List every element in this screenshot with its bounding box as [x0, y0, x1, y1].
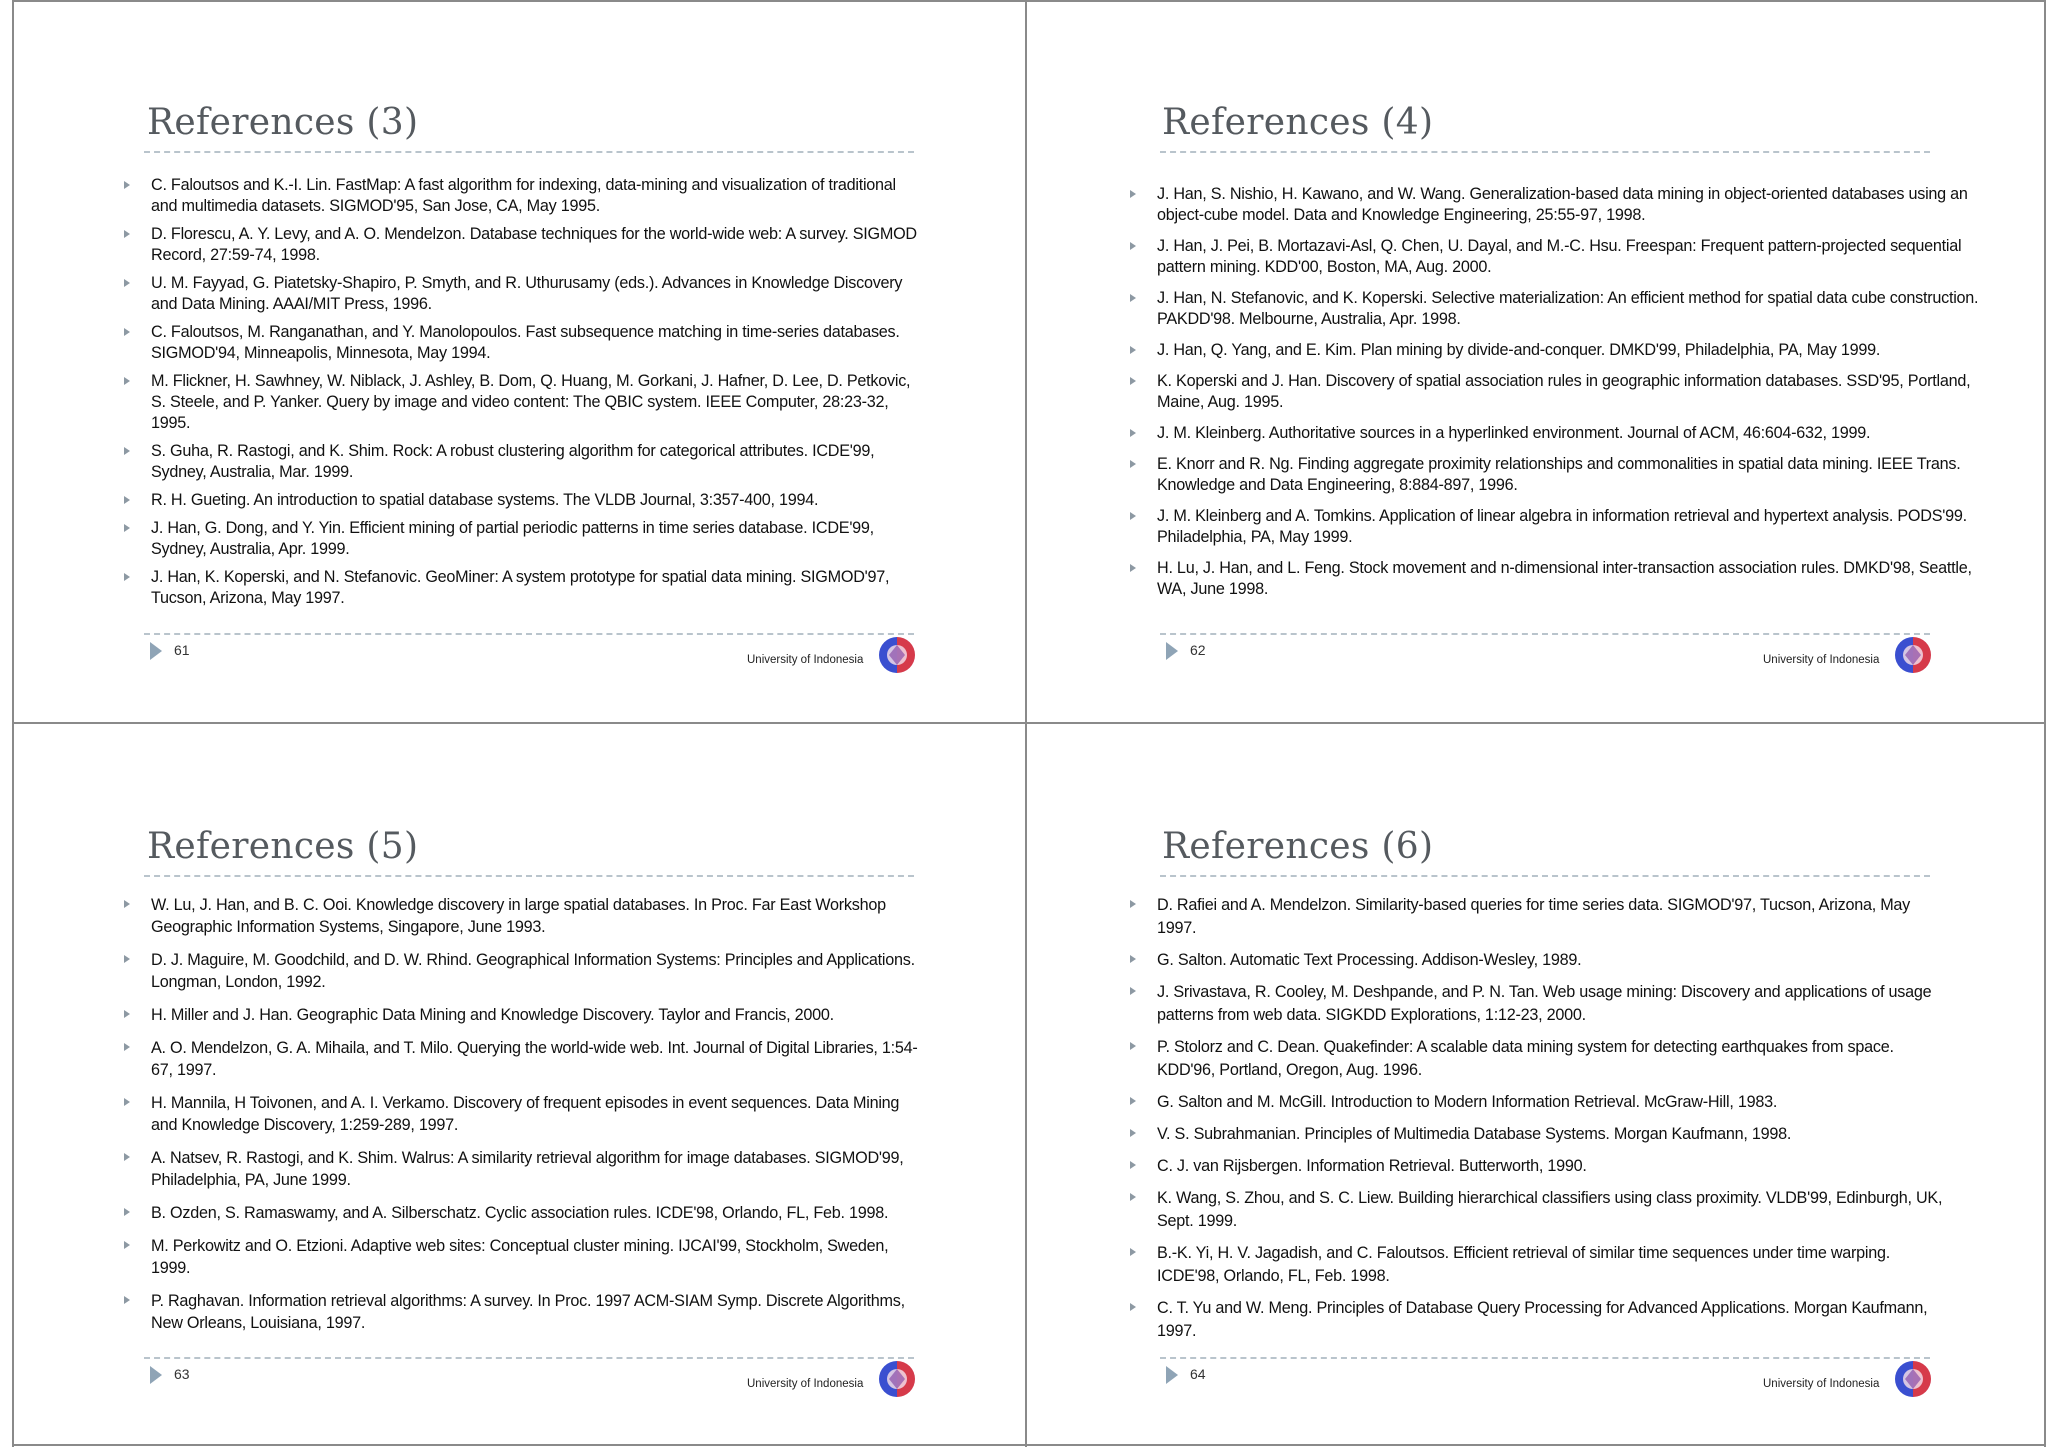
reference-item	[1130, 236, 1980, 278]
reference-item	[1130, 1297, 1950, 1343]
reference-text: G. Salton and M. McGill. Introduction to Modern Information Retrieval. McGraw-Hill, 1983.	[1157, 1093, 1778, 1111]
page-arrow-icon	[150, 1366, 162, 1384]
bullet-arrow-icon	[1130, 190, 1136, 198]
bullet-arrow-icon	[124, 955, 130, 963]
page-number: 61	[174, 642, 190, 658]
reference-item	[124, 1235, 924, 1279]
reference-item	[1130, 558, 1980, 600]
bullet-arrow-icon	[1130, 900, 1136, 908]
reference-text: J. M. Kleinberg. Authoritative sources in a hyperlinked environment. Journal of ACM, 46:604-632, 1999.	[1157, 424, 1871, 442]
reference-text: D. Rafiei and A. Mendelzon. Similarity-based queries for time series data. SIGMOD'97, Tucson, Arizona, May 1997.	[1157, 896, 1911, 937]
title-divider	[144, 875, 914, 877]
bullet-arrow-icon	[124, 524, 130, 532]
reference-text: A. Natsev, R. Rastogi, and K. Shim. Walrus: A similarity retrieval algorithm for image databases. SIGMOD'99, Philadelphia, PA, June 1999.	[151, 1149, 904, 1189]
reference-text: J. Han, G. Dong, and Y. Yin. Efficient mining of partial periodic patterns in time series database. ICDE'99, Sydney, Australia, Apr. 1999.	[151, 519, 874, 558]
bullet-arrow-icon	[1130, 346, 1136, 354]
reference-text: D. J. Maguire, M. Goodchild, and D. W. Rhind. Geographical Information Systems: Principles and Applications. Longman, London, 1992.	[151, 951, 915, 991]
reference-item	[1130, 1155, 1950, 1178]
bullet-arrow-icon	[124, 496, 130, 504]
bullet-arrow-icon	[124, 230, 130, 238]
bullet-arrow-icon	[1130, 564, 1136, 572]
reference-item	[1130, 981, 1950, 1027]
university-logo-icon	[877, 1359, 917, 1399]
reference-item	[124, 949, 924, 993]
frame-bottom	[12, 1444, 2046, 1446]
reference-text: M. Flickner, H. Sawhney, W. Niblack, J. Ashley, B. Dom, Q. Huang, M. Gorkani, J. Hafner, D. Lee, D. Petkovic, S. Steele, and P. Yanker. Query by image and video content: The QBIC system. IEEE Computer, 28:23-32, 1995.	[151, 372, 911, 432]
reference-text: J. Han, K. Koperski, and N. Stefanovic. GeoMiner: A system prototype for spatial data mining. SIGMOD'97, Tucson, Arizona, May 1997.	[151, 568, 890, 607]
reference-text: H. Mannila, H Toivonen, and A. I. Verkamo. Discovery of frequent episodes in event sequences. Data Mining and Knowledge Discovery, 1:259-289, 1997.	[151, 1094, 900, 1134]
slide-62	[1030, 2, 2040, 718]
reference-item	[124, 567, 924, 609]
slide-title: References (4)	[1162, 102, 1434, 143]
reference-item	[1130, 894, 1950, 940]
reference-item	[124, 441, 924, 483]
reference-text: R. H. Gueting. An introduction to spatial database systems. The VLDB Journal, 3:357-400, 1994.	[151, 491, 819, 509]
title-divider	[1160, 151, 1930, 153]
university-logo-icon	[1893, 1359, 1933, 1399]
reference-item	[1130, 1123, 1950, 1146]
page-arrow-icon	[150, 642, 162, 660]
reference-item	[124, 224, 924, 266]
bullet-arrow-icon	[124, 447, 130, 455]
reference-item	[124, 894, 924, 938]
bullet-arrow-icon	[124, 279, 130, 287]
bullet-arrow-icon	[124, 1043, 130, 1051]
footer-divider	[1160, 1357, 1930, 1359]
reference-text: P. Stolorz and C. Dean. Quakefinder: A scalable data mining system for detecting earthquakes from space. KDD'96, Portland, Oregon, Aug. 1996.	[1157, 1038, 1894, 1079]
reference-item	[124, 1092, 924, 1136]
institution-name: University of Indonesia	[747, 1378, 864, 1390]
reference-text: J. Han, Q. Yang, and E. Kim. Plan mining by divide-and-conquer. DMKD'99, Philadelphia, PA, May 1999.	[1157, 341, 1881, 359]
reference-text: J. M. Kleinberg and A. Tomkins. Application of linear algebra in information retrieval and hypertext analysis. PODS'99. Philadelphia, PA, May 1999.	[1157, 507, 1967, 546]
reference-text: C. T. Yu and W. Meng. Principles of Database Query Processing for Advanced Applications. Morgan Kaufmann, 1997.	[1157, 1299, 1928, 1340]
bullet-arrow-icon	[1130, 294, 1136, 302]
reference-item	[124, 1202, 924, 1224]
bullet-arrow-icon	[1130, 987, 1136, 995]
page-number: 64	[1190, 1366, 1206, 1382]
reference-item	[124, 1147, 924, 1191]
reference-text: J. Han, J. Pei, B. Mortazavi-Asl, Q. Chen, U. Dayal, and M.-C. Hsu. Freespan: Frequent pattern-projected sequential pattern mining. KDD'00, Boston, MA, Aug. 2000.	[1157, 237, 1962, 276]
reference-text: M. Perkowitz and O. Etzioni. Adaptive web sites: Conceptual cluster mining. IJCAI'99, Stockholm, Sweden, 1999.	[151, 1237, 889, 1277]
reference-item	[1130, 1187, 1950, 1233]
reference-list	[1130, 894, 1950, 1343]
reference-text: D. Florescu, A. Y. Levy, and A. O. Mendelzon. Database techniques for the world-wide web: A survey. SIGMOD Record, 27:59-74, 1998.	[151, 225, 917, 264]
reference-item	[1130, 949, 1950, 972]
bullet-arrow-icon	[124, 377, 130, 385]
bullet-arrow-icon	[1130, 460, 1136, 468]
page-arrow-icon	[1166, 642, 1178, 660]
slide-title: References (6)	[1162, 826, 1434, 867]
reference-list	[124, 894, 924, 1334]
reference-text: H. Lu, J. Han, and L. Feng. Stock movement and n-dimensional inter-transaction association rules. DMKD'98, Seattle, WA, June 1998.	[1157, 559, 1972, 598]
reference-text: C. Faloutsos and K.-I. Lin. FastMap: A fast algorithm for indexing, data-mining and visualization of traditional and multimedia datasets. SIGMOD'95, San Jose, CA, May 1995.	[151, 176, 896, 215]
reference-item	[124, 175, 924, 217]
bullet-arrow-icon	[1130, 1193, 1136, 1201]
institution-name: University of Indonesia	[1763, 1378, 1880, 1390]
page-number: 62	[1190, 642, 1206, 658]
reference-item	[1130, 1036, 1950, 1082]
university-logo-icon	[1893, 635, 1933, 675]
reference-text: J. Han, S. Nishio, H. Kawano, and W. Wang. Generalization-based data mining in object-oriented databases using an object-cube model. Data and Knowledge Engineering, 25:55-97, 1998.	[1157, 185, 1968, 224]
bullet-arrow-icon	[124, 328, 130, 336]
reference-item	[124, 322, 924, 364]
bullet-arrow-icon	[124, 573, 130, 581]
reference-item	[1130, 423, 1980, 444]
reference-text: H. Miller and J. Han. Geographic Data Mining and Knowledge Discovery. Taylor and Francis, 2000.	[151, 1006, 834, 1024]
reference-item	[1130, 506, 1980, 548]
bullet-arrow-icon	[1130, 1161, 1136, 1169]
reference-item	[124, 371, 924, 434]
reference-text: A. O. Mendelzon, G. A. Mihaila, and T. Milo. Querying the world-wide web. Int. Journal of Digital Libraries, 1:54-67, 1997.	[151, 1039, 918, 1079]
footer-divider	[144, 1357, 914, 1359]
slide-61	[14, 2, 1024, 718]
slide-63	[14, 726, 1024, 1442]
slide-title: References (3)	[147, 102, 419, 143]
bullet-arrow-icon	[1130, 1042, 1136, 1050]
reference-list	[1130, 184, 1980, 600]
title-divider	[144, 151, 914, 153]
bullet-arrow-icon	[124, 1296, 130, 1304]
reference-text: B. Ozden, S. Ramaswamy, and A. Silberschatz. Cyclic association rules. ICDE'98, Orlando, FL, Feb. 1998.	[151, 1204, 889, 1222]
institution-name: University of Indonesia	[747, 654, 864, 666]
bullet-arrow-icon	[124, 1153, 130, 1161]
reference-text: C. J. van Rijsbergen. Information Retrieval. Butterworth, 1990.	[1157, 1157, 1587, 1175]
reference-item	[1130, 184, 1980, 226]
bullet-arrow-icon	[1130, 429, 1136, 437]
bullet-arrow-icon	[1130, 512, 1136, 520]
reference-text: G. Salton. Automatic Text Processing. Addison-Wesley, 1989.	[1157, 951, 1582, 969]
reference-text: J. Han, N. Stefanovic, and K. Koperski. Selective materialization: An efficient method for spatial data cube construction. PAKDD'98. Melbourne, Australia, Apr. 1998.	[1157, 289, 1979, 328]
bullet-arrow-icon	[1130, 1129, 1136, 1137]
reference-item	[124, 518, 924, 560]
page-number: 63	[174, 1366, 190, 1382]
reference-text: K. Wang, S. Zhou, and S. C. Liew. Building hierarchical classifiers using class proximity. VLDB'99, Edinburgh, UK, Sept. 1999.	[1157, 1189, 1943, 1230]
bullet-arrow-icon	[1130, 1097, 1136, 1105]
reference-item	[1130, 340, 1980, 361]
reference-text: S. Guha, R. Rastogi, and K. Shim. Rock: A robust clustering algorithm for categorical attributes. ICDE'99, Sydney, Australia, Mar. 1999.	[151, 442, 875, 481]
reference-text: C. Faloutsos, M. Ranganathan, and Y. Manolopoulos. Fast subsequence matching in time-series databases. SIGMOD'94, Minneapolis, Minnesota, May 1994.	[151, 323, 900, 362]
slide-64	[1030, 726, 2040, 1442]
reference-item	[124, 1004, 924, 1026]
bullet-arrow-icon	[1130, 377, 1136, 385]
footer-divider	[1160, 633, 1930, 635]
footer-divider	[144, 633, 914, 635]
reference-item	[1130, 1242, 1950, 1288]
bullet-arrow-icon	[124, 1098, 130, 1106]
slide-title: References (5)	[147, 826, 419, 867]
reference-item	[124, 490, 924, 511]
reference-item	[1130, 288, 1980, 330]
reference-text: J. Srivastava, R. Cooley, M. Deshpande, and P. N. Tan. Web usage mining: Discovery and applications of usage patterns from web data. SIGKDD Explorations, 1:12-23, 2000.	[1157, 983, 1932, 1024]
reference-item	[124, 1037, 924, 1081]
university-logo-icon	[877, 635, 917, 675]
reference-text: W. Lu, J. Han, and B. C. Ooi. Knowledge discovery in large spatial databases. In Proc. Far East Workshop Geographic Information Systems, Singapore, June 1993.	[151, 896, 886, 936]
reference-item	[1130, 1091, 1950, 1114]
bullet-arrow-icon	[124, 1010, 130, 1018]
bullet-arrow-icon	[124, 181, 130, 189]
bullet-arrow-icon	[1130, 955, 1136, 963]
reference-text: U. M. Fayyad, G. Piatetsky-Shapiro, P. Smyth, and R. Uthurusamy (eds.). Advances in Knowledge Discovery and Data Mining. AAAI/MIT Press, 1996.	[151, 274, 903, 313]
reference-list	[124, 175, 924, 609]
bullet-arrow-icon	[1130, 1303, 1136, 1311]
reference-text: E. Knorr and R. Ng. Finding aggregate proximity relationships and commonalities in spatial data mining. IEEE Trans. Knowledge and Data Engineering, 8:884-897, 1996.	[1157, 455, 1961, 494]
title-divider	[1160, 875, 1930, 877]
institution-name: University of Indonesia	[1763, 654, 1880, 666]
page-arrow-icon	[1166, 1366, 1178, 1384]
bullet-arrow-icon	[124, 1208, 130, 1216]
frame-center-horizontal	[12, 722, 2046, 724]
reference-item	[124, 1290, 924, 1334]
reference-item	[1130, 454, 1980, 496]
reference-item	[1130, 371, 1980, 413]
reference-item	[124, 273, 924, 315]
reference-text: B.-K. Yi, H. V. Jagadish, and C. Faloutsos. Efficient retrieval of similar time sequences under time warping. ICDE'98, Orlando, FL, Feb. 1998.	[1157, 1244, 1891, 1285]
bullet-arrow-icon	[124, 900, 130, 908]
reference-text: P. Raghavan. Information retrieval algorithms: A survey. In Proc. 1997 ACM-SIAM Symp. Discrete Algorithms, New Orleans, Louisiana, 1997.	[151, 1292, 905, 1332]
bullet-arrow-icon	[1130, 1248, 1136, 1256]
bullet-arrow-icon	[124, 1241, 130, 1249]
reference-text: K. Koperski and J. Han. Discovery of spatial association rules in geographic information databases. SSD'95, Portland, Maine, Aug. 1995.	[1157, 372, 1971, 411]
bullet-arrow-icon	[1130, 242, 1136, 250]
reference-text: V. S. Subrahmanian. Principles of Multimedia Database Systems. Morgan Kaufmann, 1998.	[1157, 1125, 1792, 1143]
